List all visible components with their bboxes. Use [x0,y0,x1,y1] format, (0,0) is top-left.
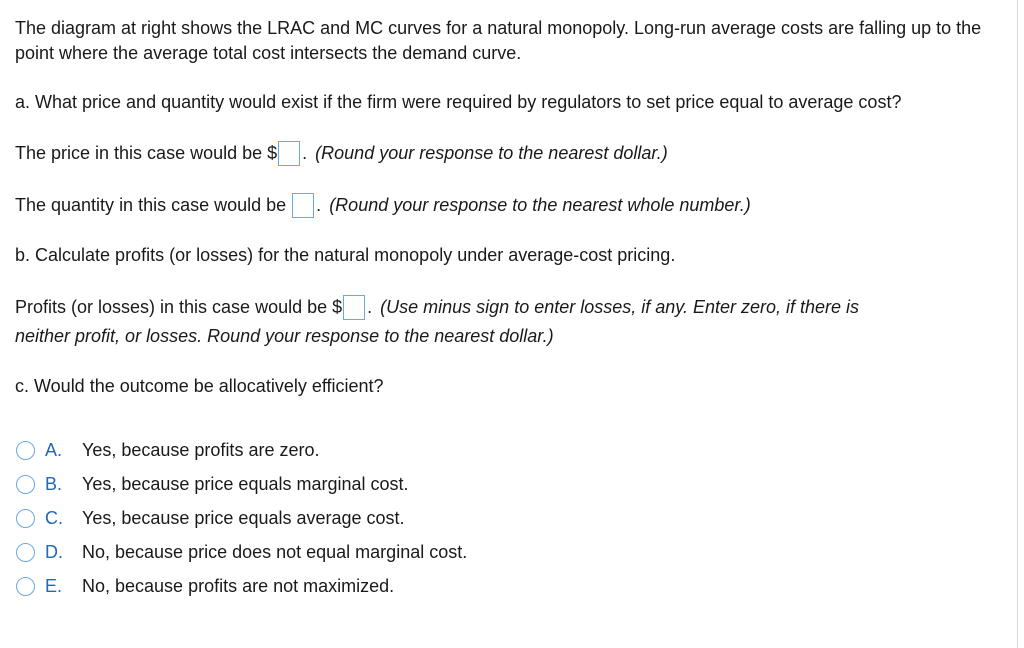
profit-prefix: Profits (or losses) in this case would be $ [15,296,343,317]
choice-letter: C. [45,507,63,528]
quantity-prefix: The quantity in this case would be [15,194,287,215]
price-suffix: . [302,142,308,163]
part-a-question: a. What price and quantity would exist if the firm were required by regulators to set price equal to average cost? [15,92,902,112]
profit-hint-line-1: (Use minus sign to enter losses, if any. Enter zero, if there is [380,296,860,317]
part-c-question: c. Would the outcome be allocatively efficient? [15,376,384,396]
question-content [15,16,1005,603]
choice-d[interactable] [15,535,1005,569]
panel-divider [1017,0,1018,648]
part-b-question: b. Calculate profits (or losses) for the natural monopoly under average-cost pricing. [15,245,676,265]
choice-text: Yes, because price equals marginal cost. [82,473,409,494]
price-hint: (Round your response to the nearest dollar.) [315,142,668,163]
intro-text: The diagram at right shows the LRAC and MC curves for a natural monopoly. Long-run average costs are falling up to the point where the average total cost intersects the demand curve. [15,18,982,63]
radio-circle-icon[interactable] [16,441,35,460]
choice-c[interactable] [15,501,1005,535]
profit-input[interactable] [343,295,365,320]
quantity-hint: (Round your response to the nearest whole number.) [329,194,751,215]
profit-answer-row [15,294,1005,320]
price-answer-row [15,140,1005,166]
quantity-suffix: . [316,194,322,215]
choice-letter: B. [45,473,63,494]
choice-text: Yes, because profits are zero. [82,439,320,460]
choice-text: No, because price does not equal marginal cost. [82,541,468,562]
radio-circle-icon[interactable] [16,509,35,528]
choice-text: No, because profits are not maximized. [82,575,395,596]
profit-suffix: . [367,296,373,317]
radio-circle-icon[interactable] [16,577,35,596]
radio-circle-icon[interactable] [16,475,35,494]
choice-letter: E. [45,575,63,596]
choice-text: Yes, because price equals average cost. [82,507,405,528]
choice-b[interactable] [15,467,1005,501]
choice-a[interactable] [15,433,1005,467]
price-input[interactable] [278,141,300,166]
choice-letter: A. [45,439,63,460]
radio-circle-icon[interactable] [16,543,35,562]
choice-letter: D. [45,541,63,562]
choice-list [15,433,1005,603]
quantity-input[interactable] [292,193,314,218]
choice-e[interactable] [15,569,1005,603]
quantity-answer-row [15,192,1005,218]
price-prefix: The price in this case would be $ [15,142,278,163]
profit-hint-line-2: neither profit, or losses. Round your response to the nearest dollar.) [15,326,554,346]
